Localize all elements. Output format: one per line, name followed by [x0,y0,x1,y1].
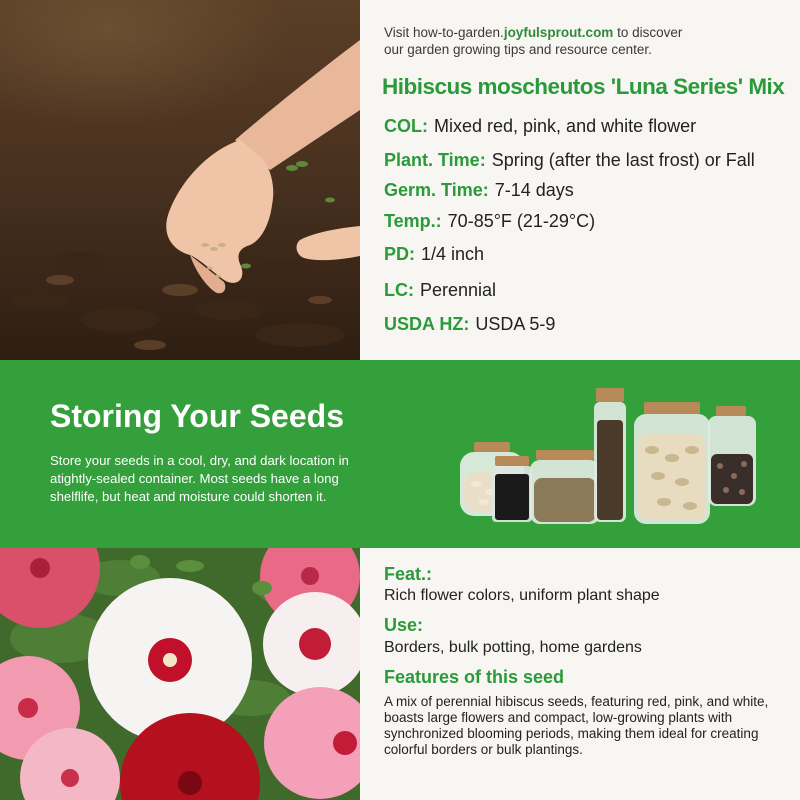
seed-features-heading: Features of this seed [384,667,565,687]
spec-label: Plant. Time: [384,150,486,170]
spec-value: USDA 5-9 [475,314,556,334]
visit-prefix: Visit how-to-garden. [384,25,504,40]
spec-plant-time [384,150,755,171]
bottom-section [0,548,800,800]
spec-value: Mixed red, pink, and white flower [434,116,697,136]
spec-panel [360,0,800,360]
spec-life-cycle [384,280,496,301]
storing-title: Storing Your Seeds [50,398,344,434]
soil-sowing-photo [0,0,360,360]
use-text: Borders, bulk potting, home gardens [384,639,642,656]
product-title: Hibiscus moscheutos 'Luna Series' Mix [382,74,785,99]
spec-label: COL: [384,116,428,136]
spec-value: 1/4 inch [421,244,485,264]
website-link[interactable]: joyfulsprout.com [503,25,614,40]
spec-label: LC: [384,280,414,300]
spec-planting-depth [384,244,484,265]
spec-label: Temp.: [384,211,442,231]
spec-label: Germ. Time: [384,180,489,200]
spec-value: Perennial [420,280,497,300]
feat-text: Rich flower colors, uniform plant shape [384,587,660,604]
seed-features-text: A mix of perennial hibiscus seeds, featuring red, pink, and white, boasts large flowers and compact, low-growing plants with synchronized blooming periods, making them ideal for creating colorful borders or bulk plantings. [384,694,769,757]
hibiscus-flowers-photo [0,548,360,800]
spec-label: USDA HZ: [384,314,470,334]
spec-germ-time [384,180,574,201]
features-panel [384,548,794,800]
spec-usda-zone [384,314,555,335]
storing-seeds-band [0,360,800,548]
spec-value: 70-85°F (21-29°C) [447,211,596,231]
visit-line-2: our garden growing tips and resource center. [384,42,652,57]
spec-value: 7-14 days [494,180,574,200]
spec-label: PD: [384,244,415,264]
visit-suffix: to discover [613,25,683,40]
use-heading: Use: [384,615,424,635]
visit-website-text [384,24,682,58]
feat-heading: Feat.: [384,564,433,584]
storing-text: Store your seeds in a cool, dry, and dark location in atightly-sealed container. Most seeds have a long shelflife, but heat and moisture could shorten it. [50,453,349,504]
spec-color [384,116,696,137]
seed-jars-image [450,380,770,540]
top-section [0,0,800,360]
spec-value: Spring (after the last frost) or Fall [491,150,755,170]
spec-temperature [384,211,595,232]
